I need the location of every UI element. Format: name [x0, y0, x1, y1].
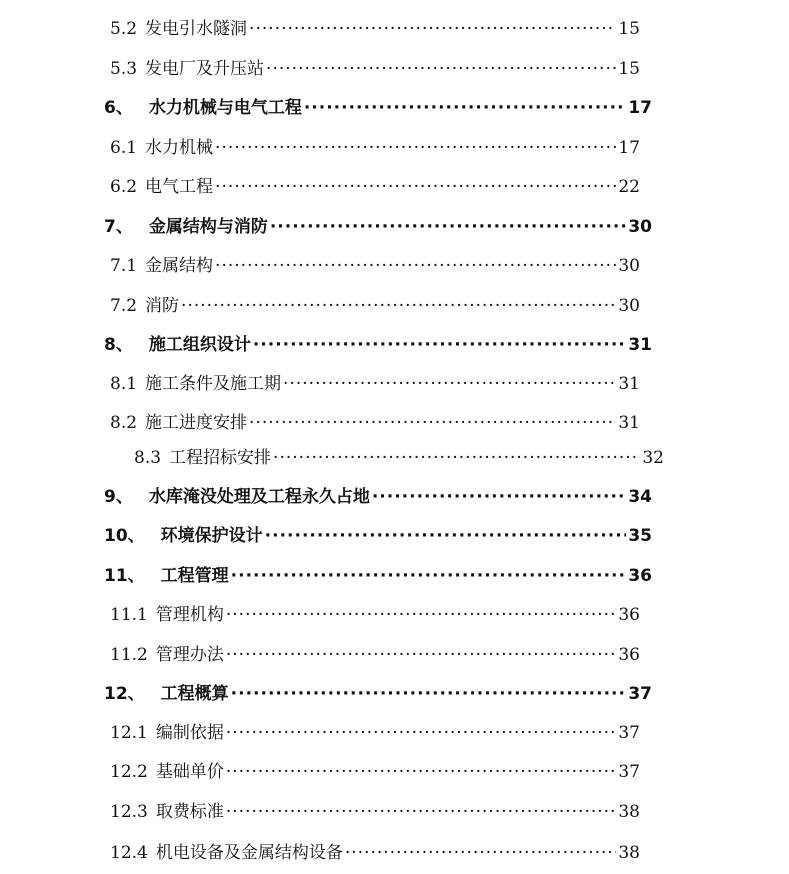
toc-entry-number: 12.2: [110, 762, 148, 782]
toc-entry-title: 环境保护设计: [160, 526, 263, 546]
dot-leader: [181, 291, 616, 321]
toc-entry-11-2[interactable]: [110, 640, 640, 670]
toc-entry-page: 30: [618, 296, 640, 316]
toc-entry-number: 7.2: [110, 296, 138, 316]
dot-leader: [265, 521, 627, 551]
toc-entry-7-1[interactable]: [110, 251, 640, 281]
toc-entry-10[interactable]: [104, 521, 652, 551]
toc-entry-title: 金属结构: [145, 256, 214, 276]
toc-entry-5-3[interactable]: [110, 54, 640, 84]
toc-entry-page: 38: [618, 802, 640, 822]
dot-leader: [283, 369, 616, 399]
toc-entry-12[interactable]: [104, 679, 652, 709]
toc-entry-title: 工程招标安排: [169, 448, 272, 468]
toc-entry-6[interactable]: [104, 93, 652, 123]
toc-entry-title: 机电设备及金属结构设备: [155, 843, 343, 863]
dot-leader: [226, 757, 617, 787]
toc-entry-number: 12.4: [110, 843, 148, 863]
toc-entry-number: 7.1: [110, 256, 138, 276]
toc-entry-number: 11.2: [110, 645, 148, 665]
dot-leader: [226, 797, 617, 827]
dot-leader: [266, 54, 616, 84]
toc-entry-5-2[interactable]: [110, 14, 640, 44]
toc-entry-number: 12、: [104, 684, 145, 704]
dot-leader: [372, 482, 626, 512]
toc-entry-title: 基础单价: [155, 762, 224, 782]
toc-entry-page: 31: [628, 335, 652, 355]
toc-entry-number: 6、: [104, 98, 133, 118]
toc-entry-title: 电气工程: [145, 177, 214, 197]
dot-leader: [226, 718, 617, 748]
dot-leader: [231, 679, 627, 709]
toc-entry-number: 10、: [104, 526, 145, 546]
dot-leader: [226, 600, 617, 630]
dot-leader: [249, 14, 616, 44]
toc-entry-6-1[interactable]: [110, 133, 640, 163]
toc-entry-page: 17: [628, 98, 652, 118]
toc-entry-title: 发电引水隧洞: [145, 19, 248, 39]
toc-entry-number: 12.1: [110, 723, 148, 743]
toc-entry-title: 施工组织设计: [148, 335, 251, 355]
toc-entry-number: 8.1: [110, 374, 138, 394]
dot-leader: [304, 93, 626, 123]
toc-entry-7-2[interactable]: [110, 291, 640, 321]
toc-entry-8-3[interactable]: [134, 443, 664, 473]
dot-leader: [215, 133, 616, 163]
toc-entry-page: 36: [618, 605, 640, 625]
toc-entry-title: 水力机械与电气工程: [148, 98, 302, 118]
toc-entry-page: 22: [618, 177, 640, 197]
toc-entry-11[interactable]: [104, 561, 652, 591]
dot-leader: [270, 212, 626, 242]
toc-entry-12-2[interactable]: [110, 757, 640, 787]
toc-entry-title: 金属结构与消防: [148, 217, 268, 237]
toc-entry-title: 消防: [145, 296, 180, 316]
toc-entry-page: 36: [618, 645, 640, 665]
toc-entry-8-2[interactable]: [110, 408, 640, 438]
toc-entry-title: 发电厂及升压站: [145, 59, 265, 79]
toc-entry-number: 8.2: [110, 413, 138, 433]
toc-entry-6-2[interactable]: [110, 172, 640, 202]
toc-entry-page: 35: [628, 526, 652, 546]
dot-leader: [231, 561, 627, 591]
toc-entry-number: 7、: [104, 217, 133, 237]
toc-entry-8-1[interactable]: [110, 369, 640, 399]
toc-entry-title: 取费标准: [155, 802, 224, 822]
toc-entry-page: 30: [618, 256, 640, 276]
toc-entry-12-3[interactable]: [110, 797, 640, 827]
toc-entry-page: 31: [618, 374, 640, 394]
toc-entry-number: 5.2: [110, 19, 138, 39]
dot-leader: [249, 408, 616, 438]
toc-entry-title: 施工进度安排: [145, 413, 248, 433]
toc-entry-page: 38: [618, 843, 640, 863]
toc-entry-page: 31: [618, 413, 640, 433]
toc-entry-number: 9、: [104, 487, 133, 507]
toc-entry-number: 8、: [104, 335, 133, 355]
toc-entry-12-1[interactable]: [110, 718, 640, 748]
toc-entry-title: 编制依据: [155, 723, 224, 743]
toc-entry-9[interactable]: [104, 482, 652, 512]
toc-entry-8[interactable]: [104, 330, 652, 360]
toc-entry-page: 34: [628, 487, 652, 507]
toc-entry-number: 11.1: [110, 605, 148, 625]
toc-entry-page: 32: [642, 448, 664, 468]
toc-entry-title: 工程管理: [160, 566, 229, 586]
toc-entry-number: 12.3: [110, 802, 148, 822]
toc-entry-title: 工程概算: [160, 684, 229, 704]
toc-entry-page: 30: [628, 217, 652, 237]
toc-entry-number: 11、: [104, 566, 145, 586]
dot-leader: [215, 251, 616, 281]
dot-leader: [345, 838, 617, 868]
dot-leader: [253, 330, 626, 360]
toc-entry-title: 水力机械: [145, 138, 214, 158]
toc-entry-page: 36: [628, 566, 652, 586]
toc-entry-11-1[interactable]: [110, 600, 640, 630]
toc-entry-title: 水库淹没处理及工程永久占地: [148, 487, 370, 507]
toc-entry-number: 6.2: [110, 177, 138, 197]
toc-entry-title: 管理机构: [155, 605, 224, 625]
dot-leader: [273, 443, 640, 473]
toc-entry-number: 8.3: [134, 448, 162, 468]
toc-entry-page: 15: [618, 59, 640, 79]
toc-entry-page: 17: [618, 138, 640, 158]
toc-entry-title: 管理办法: [155, 645, 224, 665]
toc-entry-12-4[interactable]: [110, 838, 640, 868]
dot-leader: [215, 172, 616, 202]
toc-entry-number: 5.3: [110, 59, 138, 79]
toc-entry-page: 37: [618, 762, 640, 782]
toc-entry-page: 15: [618, 19, 640, 39]
toc-entry-title: 施工条件及施工期: [145, 374, 282, 394]
toc-entry-page: 37: [618, 723, 640, 743]
toc-entry-7[interactable]: [104, 212, 652, 242]
dot-leader: [226, 640, 617, 670]
toc-entry-page: 37: [628, 684, 652, 704]
toc-entry-number: 6.1: [110, 138, 138, 158]
